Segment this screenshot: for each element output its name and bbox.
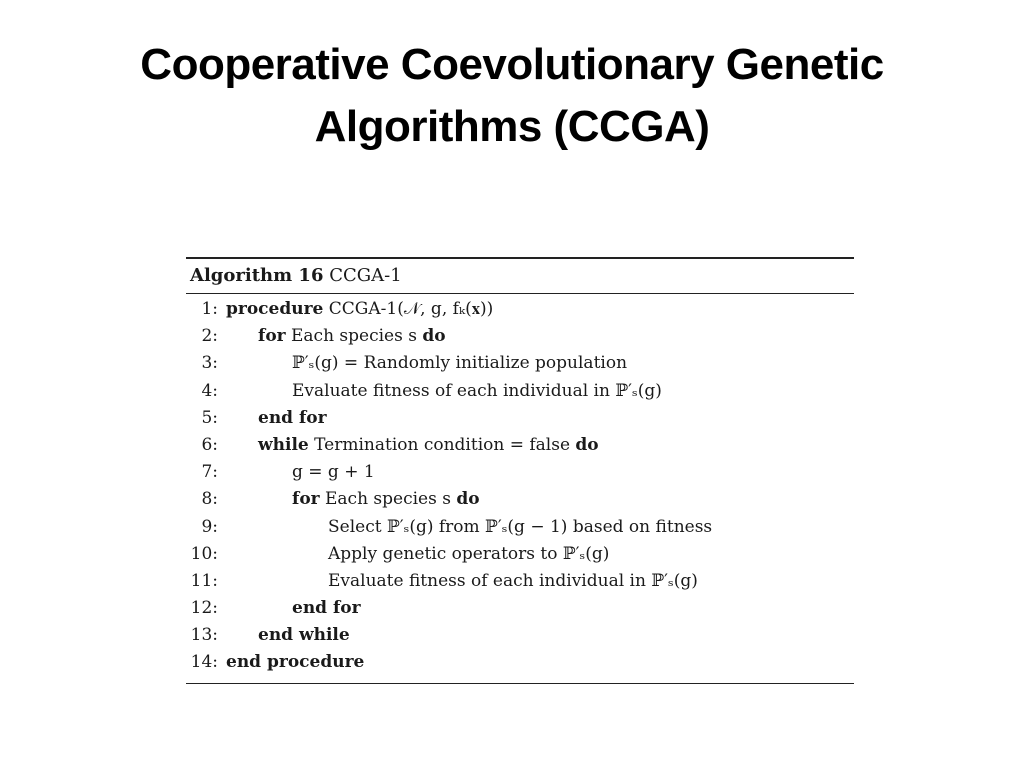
- line-number: 2:: [201, 326, 218, 347]
- algorithm-line-10: [186, 541, 854, 568]
- line-body: [328, 541, 609, 568]
- line-number: 13:: [190, 625, 218, 646]
- keyword: do: [456, 489, 480, 510]
- line-body: [292, 378, 662, 405]
- line-number: 3:: [201, 353, 218, 374]
- algorithm-caption: [186, 259, 854, 293]
- algorithm-bottom-rule: [186, 683, 854, 684]
- line-text: Apply genetic operators to ℙ′ₛ(g): [328, 543, 610, 564]
- slide-title-line-2: Algorithms (CCGA): [314, 102, 710, 151]
- line-body: [226, 296, 493, 323]
- line-body: [258, 432, 599, 459]
- algorithm-line-6: [186, 432, 854, 459]
- algorithm-lines: [186, 294, 854, 683]
- line-number: 7:: [201, 462, 218, 483]
- algorithm-line-3: [186, 350, 854, 377]
- keyword: end procedure: [226, 652, 365, 673]
- algorithm-line-11: [186, 568, 854, 595]
- keyword: end for: [292, 598, 361, 619]
- algorithm-caption-label: Algorithm 16: [190, 265, 324, 286]
- keyword: while: [258, 434, 309, 455]
- algorithm-caption-name: CCGA-1: [329, 265, 402, 286]
- line-text: Select ℙ′ₛ(g) from ℙ′ₛ(g − 1) based on fitness: [328, 516, 713, 537]
- line-number: 4:: [201, 380, 218, 401]
- line-number: 11:: [190, 570, 218, 591]
- line-number: 9:: [201, 516, 218, 537]
- line-number: 12:: [190, 598, 218, 619]
- slide-title-line-1: Cooperative Coevolutionary Genetic: [140, 40, 884, 89]
- keyword: do: [422, 326, 446, 347]
- line-text: ℙ′ₛ(g) = Randomly initialize population: [292, 353, 628, 374]
- line-body: [258, 323, 446, 350]
- line-body: [226, 649, 364, 676]
- algorithm-line-9: [186, 514, 854, 541]
- line-body: [292, 350, 627, 377]
- line-text: Each species s: [285, 326, 423, 347]
- line-number: 14:: [190, 652, 218, 673]
- line-text: Each species s: [319, 489, 457, 510]
- line-body: [328, 568, 698, 595]
- algorithm-line-4: [186, 378, 854, 405]
- keyword: do: [575, 434, 599, 455]
- algorithm-line-2: [186, 323, 854, 350]
- line-body: [292, 486, 480, 513]
- line-number: 8:: [201, 489, 218, 510]
- line-text: g = g + 1: [292, 462, 375, 483]
- line-number: 5:: [201, 407, 218, 428]
- algorithm-box: [186, 257, 854, 684]
- line-number: 6:: [201, 434, 218, 455]
- line-body: [328, 514, 712, 541]
- algorithm-line-7: [186, 459, 854, 486]
- keyword: for: [258, 326, 286, 347]
- line-text: Evaluate fitness of each individual in ℙ′ₛ(g): [328, 570, 698, 591]
- algorithm-line-8: [186, 486, 854, 513]
- keyword: end for: [258, 407, 327, 428]
- line-text: Termination condition = false: [308, 434, 576, 455]
- line-text: CCGA-1(𝒩, g, fₖ(𝐱)): [323, 299, 494, 319]
- slide-title: [40, 34, 984, 158]
- algorithm-line-1: [186, 296, 854, 323]
- algorithm-line-13: [186, 622, 854, 649]
- algorithm-line-12: [186, 595, 854, 622]
- keyword: end while: [258, 625, 350, 646]
- line-body: [292, 595, 361, 622]
- line-body: [292, 459, 375, 486]
- line-body: [258, 622, 350, 649]
- keyword: for: [292, 489, 320, 510]
- line-body: [258, 405, 327, 432]
- keyword: procedure: [226, 299, 324, 319]
- line-text: Evaluate fitness of each individual in ℙ′ₛ(g): [292, 380, 662, 401]
- line-number: 10:: [190, 543, 218, 564]
- algorithm-line-5: [186, 405, 854, 432]
- algorithm-line-14: [186, 649, 854, 676]
- line-number: 1:: [201, 299, 218, 319]
